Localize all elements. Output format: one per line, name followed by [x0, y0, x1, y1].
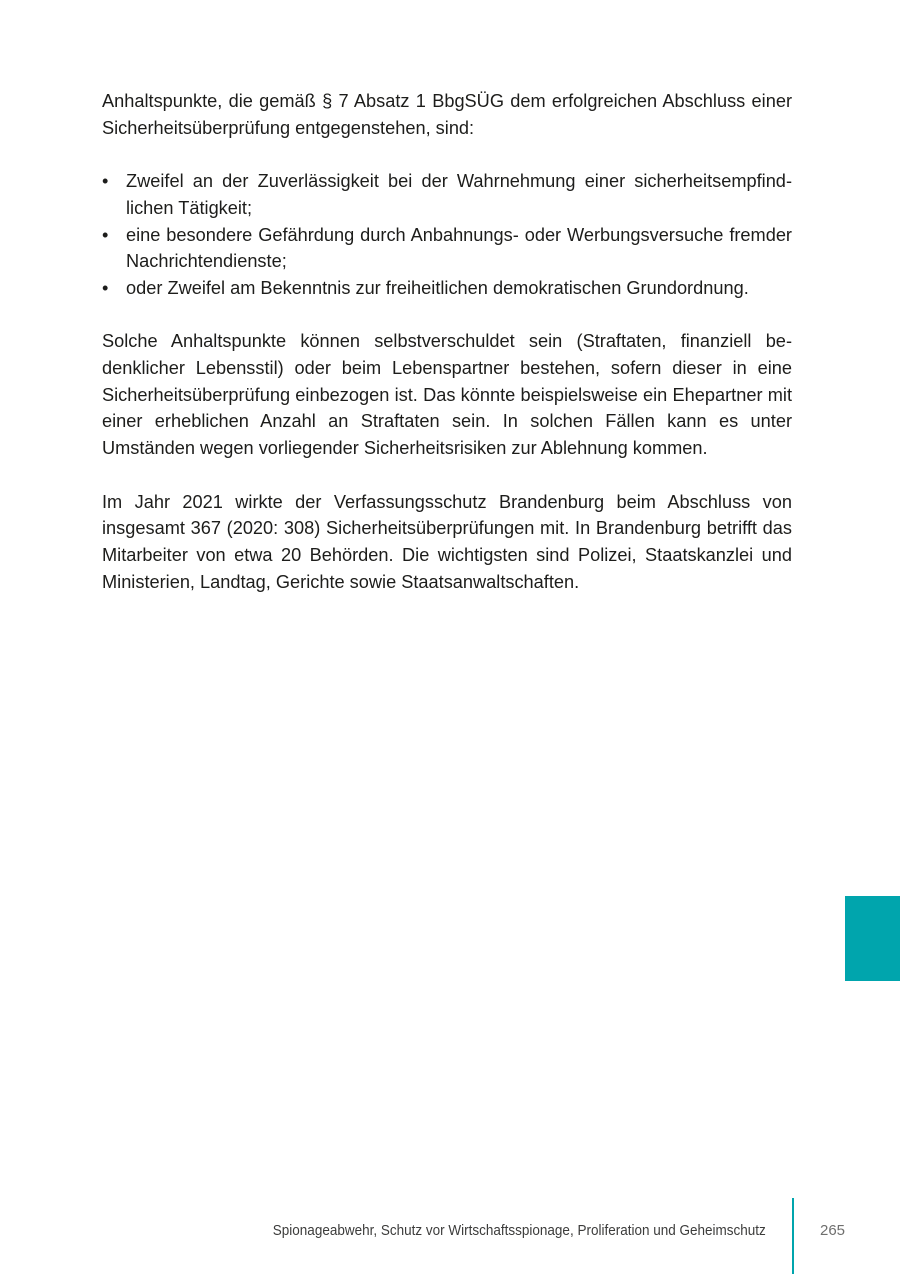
- bullet-icon: •: [102, 224, 109, 245]
- footer-chapter-title: Spionageabwehr, Schutz vor Wirtschaftsspionage, Proliferation und Geheimschutz: [272, 1222, 766, 1239]
- chapter-tab-marker: [845, 896, 900, 981]
- list-item: [102, 275, 792, 302]
- footer-divider: [792, 1198, 794, 1274]
- bullet-list: [102, 168, 792, 302]
- list-item: [102, 222, 792, 275]
- bullet-icon: •: [102, 171, 109, 192]
- list-item-text: eine besondere Gefährdung durch Anbahnungs- oder Werbungsversuche fremder Nachrichtendienste;: [126, 224, 792, 272]
- list-item-text: Zweifel an der Zuverlässigkeit bei der Wahrnehmung einer sicherheitsempfindlichen Tätigkeit;: [126, 171, 792, 218]
- paragraph-risks: Solche Anhaltspunkte können selbstverschuldet sein (Straftaten, finanziell bedenklicher Lebensstil) oder beim Lebenspartner bestehen, sofern dieser in eine Sicherheitsüberprüfung einbezogen ist. Das könnte beispielsweise ein Ehepartner mit einer erheblichen Anzahl an Straftaten sein. In solchen Fällen kann es unter Umständen wegen vorliegender Sicherheitsrisiken zur Ablehnung kommen.: [102, 331, 792, 459]
- paragraph-statistics: Im Jahr 2021 wirkte der Verfassungsschutz Brandenburg beim Abschluss von insgesamt 367 (2020: 308) Sicherheitsüberprüfungen mit. In Brandenburg betrifft das Mitarbeiter von etwa 20 Behörden. Die wichtigsten sind Polizei, Staatskanzlei und Ministerien, Landtag, Gerichte sowie Staatsanwaltschaften.: [102, 491, 792, 592]
- bullet-icon: •: [102, 277, 109, 298]
- document-body: [102, 88, 792, 622]
- list-item: [102, 168, 792, 221]
- list-item-text: oder Zweifel am Bekenntnis zur freiheitlichen demokratischen Grundordnung.: [126, 277, 749, 298]
- intro-paragraph: Anhaltspunkte, die gemäß § 7 Absatz 1 BbgSÜG dem erfolgreichen Abschluss einer Sicherheitsüberprüfung entgegenstehen, sind:: [102, 91, 792, 138]
- page-number: 265: [820, 1222, 846, 1239]
